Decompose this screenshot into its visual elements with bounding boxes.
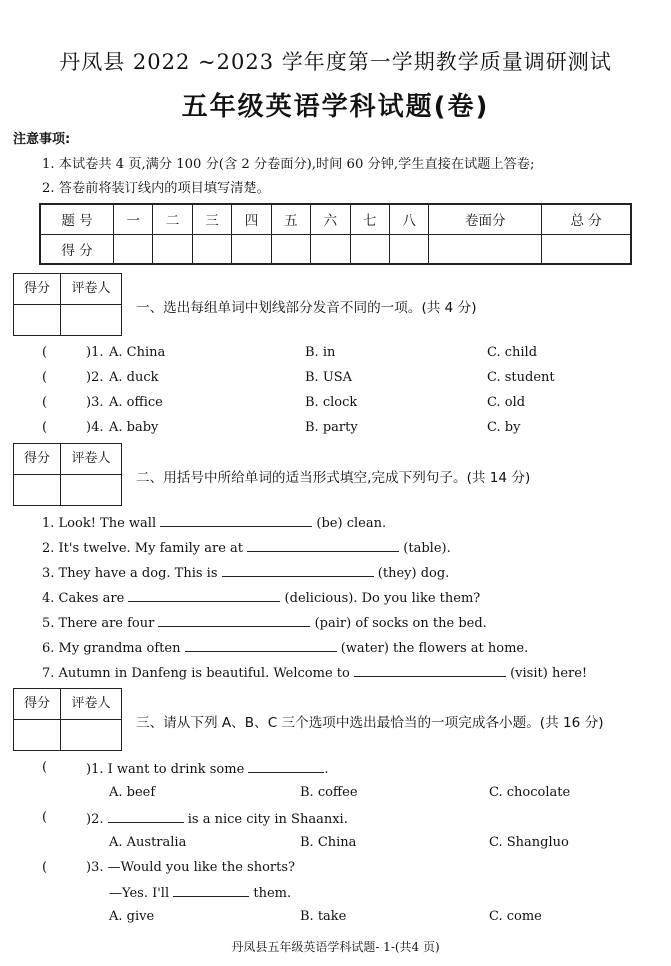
answer-paren[interactable]: ( xyxy=(42,810,48,825)
sentence-start: 3. They have a dog. This is xyxy=(42,566,218,581)
sentence-start: 2. It's twelve. My family are at xyxy=(42,541,244,556)
question-number: )2. xyxy=(86,812,104,827)
score-table-cell: 八 xyxy=(389,204,428,234)
mc-question xyxy=(86,860,295,875)
question-number: )1. xyxy=(86,762,104,777)
option-a: A. duck xyxy=(109,370,159,385)
option-b: B. in xyxy=(305,345,336,360)
answer-paren[interactable]: ( xyxy=(42,760,48,775)
exam-title-line1: 丹凤县 2022 ~2023 学年度第一学期教学质量调研测试 xyxy=(59,50,612,74)
fill-sentence xyxy=(42,514,386,531)
sentence-start: 1. Look! The wall xyxy=(42,516,157,531)
score-input-cell[interactable] xyxy=(232,234,271,264)
answer-paren[interactable]: ( xyxy=(42,370,48,385)
grader-box xyxy=(13,443,122,506)
question-number: )3. xyxy=(86,860,104,875)
answer-paren[interactable]: ( xyxy=(42,420,48,435)
answer-blank[interactable] xyxy=(354,664,506,677)
option-b: B. China xyxy=(300,835,357,850)
score-table-cell: 七 xyxy=(350,204,389,234)
score-table-cell: 四 xyxy=(232,204,271,234)
note-item-2: 2. 答卷前将装订线内的项目填写清楚。 xyxy=(42,181,270,196)
note-item-1: 1. 本试卷共 4 页,满分 100 分(含 2 分卷面分),时间 60 分钟,学生直接在试题上答卷; xyxy=(42,157,535,172)
notes-label: 注意事项: xyxy=(13,132,71,147)
sentence-end: (visit) here! xyxy=(510,666,588,681)
grader-name-label: 评卷人 xyxy=(71,451,111,466)
answer-blank[interactable] xyxy=(185,639,337,652)
sentence-start: 6. My grandma often xyxy=(42,641,181,656)
answer-paren[interactable]: ( xyxy=(42,345,48,360)
question-text: —Yes. I'll xyxy=(109,886,170,901)
sentence-end: (water) the flowers at home. xyxy=(340,641,529,656)
grader-score-label: 得分 xyxy=(14,689,61,719)
option-b: B. coffee xyxy=(300,785,358,800)
sentence-end: (pair) of socks on the bed. xyxy=(314,616,487,631)
sentence-end: (delicious). Do you like them? xyxy=(284,591,481,606)
answer-blank[interactable] xyxy=(248,760,324,773)
exam-title-line2: 五年级英语学科试题(卷) xyxy=(181,92,490,122)
question-number: )4. xyxy=(86,420,104,435)
score-table-cell: 三 xyxy=(192,204,231,234)
question-number: )1. xyxy=(86,345,104,360)
answer-paren[interactable]: ( xyxy=(42,395,48,410)
score-table-cell: 总 分 xyxy=(542,204,631,234)
fill-sentence xyxy=(42,564,449,581)
fill-sentence xyxy=(42,639,528,656)
score-table-header-row xyxy=(40,204,631,234)
dialogue-reply xyxy=(109,884,291,901)
option-b: B. clock xyxy=(305,395,358,410)
score-table-cell: 卷面分 xyxy=(429,204,542,234)
score-table-cell: 六 xyxy=(311,204,350,234)
answer-blank[interactable] xyxy=(247,539,399,552)
sentence-end: (table). xyxy=(403,541,451,556)
option-a: A. give xyxy=(109,909,155,924)
answer-blank[interactable] xyxy=(222,564,374,577)
question-text: . xyxy=(324,762,329,777)
option-a: A. office xyxy=(109,395,163,410)
answer-blank[interactable] xyxy=(160,514,312,527)
question-text: —Would you like the shorts? xyxy=(107,860,295,875)
option-c: C. old xyxy=(487,395,526,410)
fill-sentence xyxy=(42,664,587,681)
section1-title: 一、选出每组单词中划线部分发音不同的一项。(共 4 分) xyxy=(136,300,477,316)
fill-sentence xyxy=(42,539,451,556)
grader-box xyxy=(13,688,122,751)
option-c: C. Shangluo xyxy=(489,835,569,850)
answer-blank[interactable] xyxy=(158,614,310,627)
grader-name-label: 评卷人 xyxy=(71,281,111,296)
score-input-cell[interactable] xyxy=(192,234,231,264)
option-c: C. come xyxy=(489,909,542,924)
sentence-end: (be) clean. xyxy=(316,516,387,531)
page-footer: 丹凤县五年级英语学科试题- 1-(共4 页) xyxy=(231,940,440,954)
mc-question xyxy=(86,760,329,777)
grader-score-label: 得分 xyxy=(14,274,61,304)
sentence-end: (they) dog. xyxy=(377,566,450,581)
answer-blank[interactable] xyxy=(128,589,280,602)
fill-sentence xyxy=(42,589,480,606)
question-number: )3. xyxy=(86,395,104,410)
question-text: I want to drink some xyxy=(107,762,245,777)
question-text: is a nice city in Shaanxi. xyxy=(187,812,348,827)
mc-question xyxy=(86,810,348,827)
option-b: B. USA xyxy=(305,370,353,385)
answer-blank[interactable] xyxy=(108,810,184,823)
score-table-cell: 二 xyxy=(153,204,192,234)
option-b: B. party xyxy=(305,420,358,435)
score-input-cell[interactable] xyxy=(350,234,389,264)
score-table-score-row xyxy=(40,234,631,264)
section3-title: 三、请从下列 A、B、C 三个选项中选出最恰当的一项完成各小题。(共 16 分) xyxy=(136,715,604,731)
option-c: C. student xyxy=(487,370,555,385)
fill-sentence xyxy=(42,614,487,631)
score-table-cell: 一 xyxy=(114,204,153,234)
section2-title: 二、用括号中所给单词的适当形式填空,完成下列句子。(共 14 分) xyxy=(136,470,531,486)
sentence-start: 5. There are four xyxy=(42,616,155,631)
grader-score-label: 得分 xyxy=(14,444,61,474)
score-input-cell[interactable] xyxy=(311,234,350,264)
grader-name-label: 评卷人 xyxy=(71,696,111,711)
option-c: C. child xyxy=(487,345,538,360)
score-table xyxy=(39,203,632,265)
answer-paren[interactable]: ( xyxy=(42,860,48,875)
score-table-cell: 五 xyxy=(271,204,310,234)
score-input-cell[interactable] xyxy=(271,234,310,264)
score-input-cell[interactable] xyxy=(389,234,428,264)
grader-box xyxy=(13,273,122,336)
answer-blank[interactable] xyxy=(173,884,249,897)
option-a: A. beef xyxy=(109,785,156,800)
score-input-cell[interactable] xyxy=(153,234,192,264)
score-table-cell: 题 号 xyxy=(40,204,114,234)
option-a: A. China xyxy=(109,345,166,360)
score-input-cell[interactable] xyxy=(114,234,153,264)
score-input-cell[interactable] xyxy=(542,234,631,264)
sentence-start: 4. Cakes are xyxy=(42,591,125,606)
option-c: C. by xyxy=(487,420,521,435)
option-c: C. chocolate xyxy=(489,785,571,800)
option-b: B. take xyxy=(300,909,347,924)
option-a: A. baby xyxy=(109,420,159,435)
option-a: A. Australia xyxy=(109,835,187,850)
score-input-cell[interactable] xyxy=(429,234,542,264)
question-number: )2. xyxy=(86,370,104,385)
sentence-start: 7. Autumn in Danfeng is beautiful. Welcome to xyxy=(42,666,350,681)
question-text: them. xyxy=(253,886,292,901)
score-row-label: 得 分 xyxy=(40,234,114,264)
